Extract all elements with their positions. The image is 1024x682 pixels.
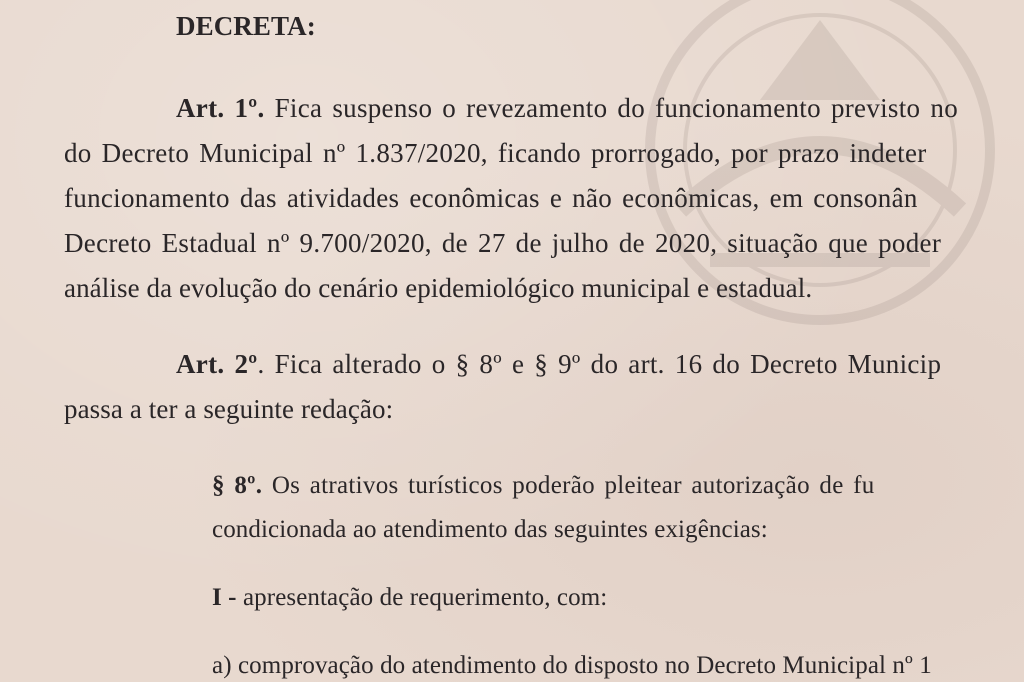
item-i-label: I - bbox=[212, 584, 237, 611]
art2-line-2: passa a ter a seguinte redação: bbox=[64, 394, 394, 424]
art1-line-4: Decreto Estadual nº 9.700/2020, de 27 de julho de 2020, situação que poder bbox=[64, 228, 942, 258]
art1-line-2: do Decreto Municipal nº 1.837/2020, ficando prorrogado, por prazo indeter bbox=[64, 138, 927, 168]
par8-line-1: § 8º. Os atrativos turísticos poderão pleitear autorização de fu bbox=[212, 472, 875, 499]
art1-line-5: análise da evolução do cenário epidemiológico municipal e estadual. bbox=[64, 273, 813, 303]
decree-heading: DECRETA: bbox=[176, 11, 316, 41]
art2-label: Art. 2º bbox=[176, 349, 258, 379]
art1-label: Art. 1º. bbox=[176, 93, 265, 123]
par8-line-2: condicionada ao atendimento das seguintes exigências: bbox=[212, 516, 768, 543]
par8-label: § 8º. bbox=[212, 472, 263, 499]
art2-line-1: Art. 2º. Fica alterado o § 8º e § 9º do art. 16 do Decreto Municip bbox=[176, 349, 942, 379]
art1-line-3: funcionamento das atividades econômicas e não econômicas, em consonân bbox=[64, 183, 918, 213]
item-i: I - apresentação de requerimento, com: bbox=[212, 584, 608, 611]
art1-line-1: Art. 1º. Fica suspenso o revezamento do funcionamento previsto no bbox=[176, 93, 958, 123]
item-a: a) comprovação do atendimento do disposto no Decreto Municipal nº 1 bbox=[212, 652, 932, 679]
